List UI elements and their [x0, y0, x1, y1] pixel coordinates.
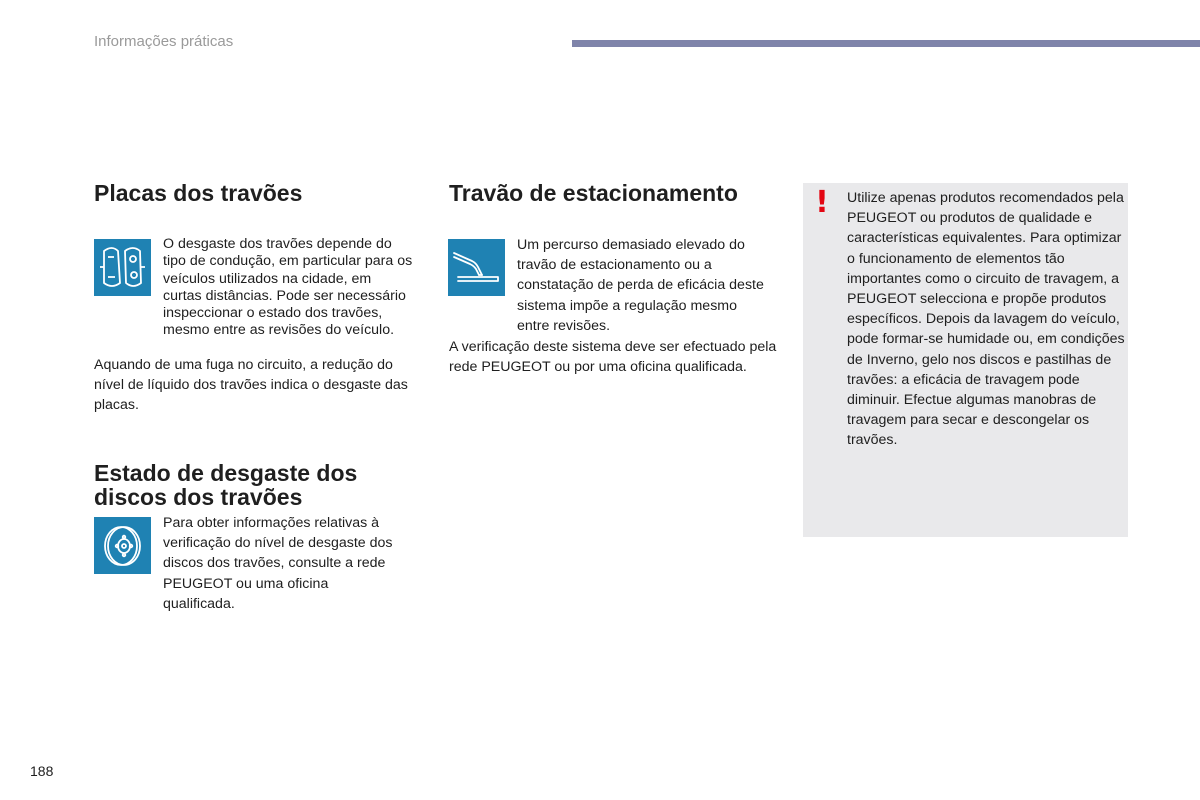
pads-text-beside: O desgaste dos travões depende do tipo de condução, em particular para os veículos utilizados na cidade, em curtas distâncias. Pode ser necessário inspeccionar o estado dos travões, mesmo entre as revisões do veículo. — [163, 236, 413, 339]
pads-text-below: Aquando de uma fuga no circuito, a redução do nível de líquido dos travões indica o desgaste das placas. — [94, 357, 408, 414]
discs-title — [94, 461, 357, 509]
parking-text-below: A verificação deste sistema deve ser efectuado pela rede PEUGEOT ou por uma oficina qualificada. — [449, 339, 777, 376]
discs-title-line2: discos dos travões — [94, 484, 303, 510]
header-accent-bar — [572, 40, 1200, 47]
section-label: Informações práticas — [94, 33, 234, 50]
brake-disc-icon — [94, 517, 151, 574]
warning-icon: ! — [815, 185, 829, 220]
parking-title: Travão de estacionamento — [449, 180, 738, 206]
discs-text-beside: Para obter informações relativas à verificação do nível de desgaste dos discos dos travões, consulte a rede PEUGEOT ou uma oficina qualificada. — [163, 515, 393, 612]
parking-text-beside: Um percurso demasiado elevado do travão de estacionamento ou a constatação de perda de eficácia deste sistema impõe a regulação mesmo entre revisões. — [517, 237, 764, 334]
parking-brake-icon — [448, 239, 505, 296]
warning-text: Utilize apenas produtos recomendados pela PEUGEOT ou produtos de qualidade e características equivalentes. Para optimizar o funcionamento de elementos tão importantes como o circuito de travagem, a PEUGEOT selecciona e propõe produtos específicos. Depois da lavagem do veículo, pode formar-se humidade ou, em condições de Inverno, gelo nos discos e pastilhas de travões: a eficácia de travagem pode diminuir. Efectue algumas manobras de travagem para secar e descongelar os travões. — [847, 190, 1125, 449]
pads-title: Placas dos travões — [94, 180, 303, 206]
discs-title-line1: Estado de desgaste dos — [94, 460, 358, 486]
page-number: 188 — [30, 763, 54, 779]
brake-pads-icon — [94, 239, 151, 296]
